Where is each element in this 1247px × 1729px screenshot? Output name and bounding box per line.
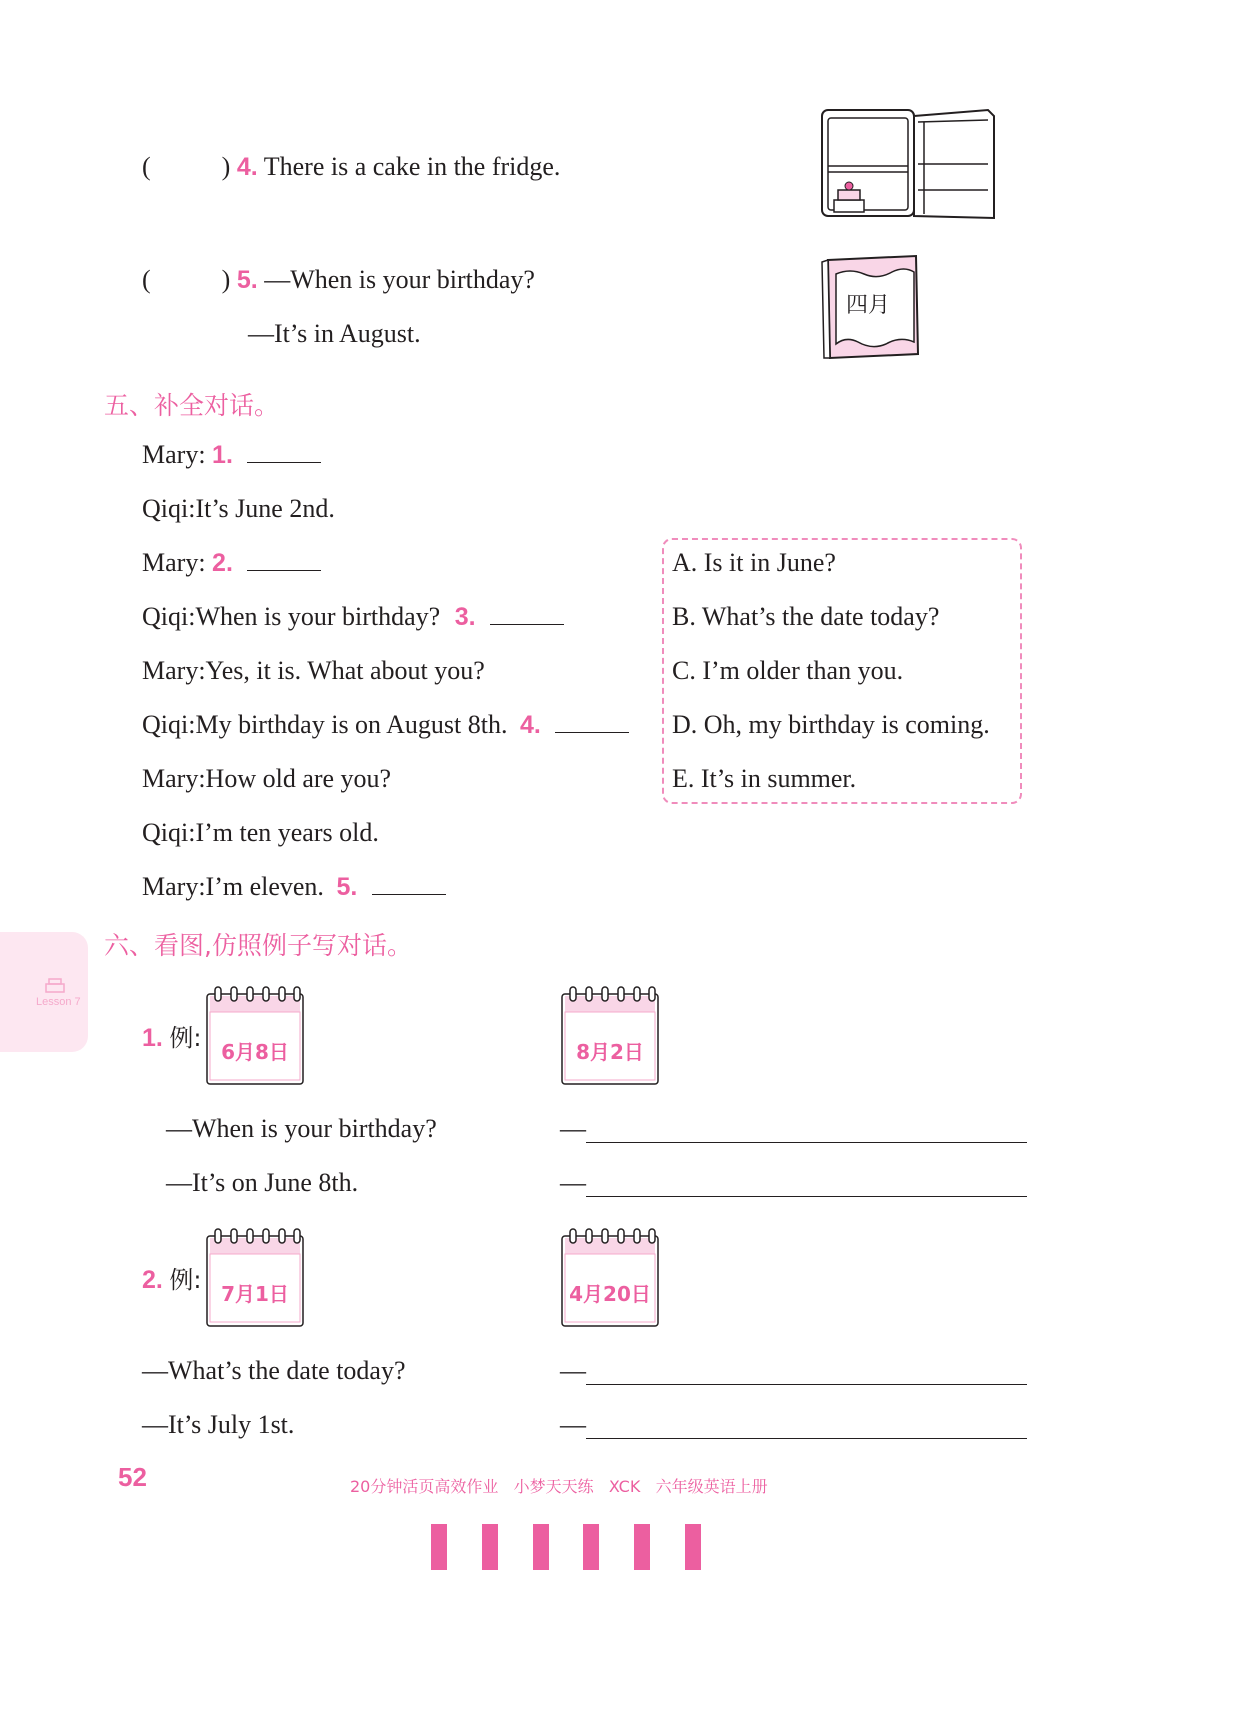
dialogue-line <box>142 818 379 848</box>
speaker: Qiqi: <box>142 710 196 739</box>
option-a: A. Is it in June? <box>672 548 836 577</box>
footer-marker-bar <box>685 1524 701 1570</box>
item-2-label <box>142 1260 201 1295</box>
option-d: D. Oh, my birthday is coming. <box>672 710 990 739</box>
answer-line[interactable] <box>586 1438 1027 1439</box>
dialogue-text: It’s June 2nd. <box>195 494 335 523</box>
dialogue-line <box>142 548 321 578</box>
q5-row <box>142 265 535 295</box>
dialogue-line <box>142 494 335 524</box>
answer-paren-open[interactable]: ( <box>142 265 151 294</box>
cake-icon <box>40 976 70 994</box>
question-number: 5. <box>236 266 258 294</box>
section-5-title: 五、补全对话。 <box>104 391 280 420</box>
dialogue-line <box>142 764 391 794</box>
item-number: 2. <box>142 1266 163 1294</box>
answer-blank[interactable] <box>490 602 564 625</box>
speaker: Qiqi: <box>142 818 196 847</box>
example-line-1: —When is your birthday? <box>166 1114 437 1143</box>
speaker: Qiqi: <box>142 494 196 523</box>
answer-dash: — <box>560 1114 586 1143</box>
calendar-date: 4月20日 <box>569 1282 651 1306</box>
blank-number: 4. <box>519 711 541 739</box>
blank-number: 3. <box>454 603 476 631</box>
lesson-label: Lesson 7 <box>36 996 81 1008</box>
dialogue-line <box>142 656 485 686</box>
example-line-1: —What’s the date today? <box>142 1356 406 1385</box>
answer-blank[interactable] <box>247 440 321 463</box>
speaker: Qiqi: <box>142 602 196 631</box>
q4-row <box>142 152 560 182</box>
footer-marker-bar <box>431 1524 447 1570</box>
dialogue-line <box>142 602 564 632</box>
april-calendar-illustration <box>820 254 920 360</box>
answer-line[interactable] <box>586 1142 1027 1143</box>
option-c: C. I’m older than you. <box>672 656 904 685</box>
question-number: 4. <box>236 153 258 181</box>
dialogue-line <box>142 872 446 902</box>
answer-blank[interactable] <box>372 872 446 895</box>
footer-marker-bar <box>533 1524 549 1570</box>
lesson-side-tab <box>0 932 88 1052</box>
question-text: There is a cake in the fridge. <box>263 152 561 181</box>
calendar-month-label: 四月 <box>846 293 891 318</box>
blank-number: 5. <box>336 873 358 901</box>
calendar-example-1 <box>206 986 304 1086</box>
dialogue-text: My birthday is on August 8th. <box>195 710 508 739</box>
speaker: Mary: <box>142 764 206 793</box>
fridge-illustration <box>818 106 998 222</box>
answer-line[interactable] <box>586 1384 1027 1385</box>
question-line-1: —When is your birthday? <box>264 265 535 294</box>
calendar-date: 6月8日 <box>221 1040 289 1064</box>
speaker: Mary: <box>142 872 206 901</box>
speaker: Mary: <box>142 656 206 685</box>
answer-blank[interactable] <box>247 548 321 571</box>
calendar-task-2 <box>561 1228 659 1328</box>
blank-number: 1. <box>212 441 233 469</box>
answer-line[interactable] <box>586 1196 1027 1197</box>
footer-text: 20分钟活页高效作业 小梦天天练 XCK 六年级英语上册 <box>350 1477 768 1496</box>
option-b: B. What’s the date today? <box>672 602 940 631</box>
dialogue-text: I’m ten years old. <box>195 818 379 847</box>
answer-paren-close: ) <box>221 265 231 294</box>
item-number: 1. <box>142 1024 163 1052</box>
dialogue-text: How old are you? <box>205 764 392 793</box>
calendar-task-1 <box>561 986 659 1086</box>
example-line-2: —It’s on June 8th. <box>166 1168 359 1197</box>
footer-marker-bar <box>583 1524 599 1570</box>
calendar-date: 8月2日 <box>576 1040 644 1064</box>
calendar-date: 7月1日 <box>221 1282 289 1306</box>
dialogue-text: Yes, it is. What about you? <box>205 656 485 685</box>
answer-dash: — <box>560 1356 586 1385</box>
speaker: Mary: <box>142 548 206 577</box>
answer-dash: — <box>560 1410 586 1439</box>
answer-paren-open[interactable]: ( <box>142 152 151 181</box>
example-label: 例: <box>169 1024 202 1052</box>
option-e: E. It’s in summer. <box>672 764 857 793</box>
question-line-2: —It’s in August. <box>248 319 421 348</box>
dialogue-text: I’m eleven. <box>205 872 324 901</box>
footer-marker-bar <box>482 1524 498 1570</box>
answer-paren-close: ) <box>221 152 231 181</box>
answer-blank[interactable] <box>555 710 629 733</box>
answer-dash: — <box>560 1168 586 1197</box>
dialogue-line <box>142 440 321 470</box>
calendar-example-2 <box>206 1228 304 1328</box>
blank-number: 2. <box>212 549 233 577</box>
page-number: 52 <box>118 1462 147 1492</box>
section-6-title: 六、看图,仿照例子写对话。 <box>104 931 412 960</box>
dialogue-text: When is your birthday? <box>195 602 441 631</box>
item-1-label <box>142 1018 201 1053</box>
example-line-2: —It’s July 1st. <box>142 1410 295 1439</box>
footer-marker-bar <box>634 1524 650 1570</box>
speaker: Mary: <box>142 440 206 469</box>
dialogue-line <box>142 710 629 740</box>
example-label: 例: <box>169 1266 202 1294</box>
